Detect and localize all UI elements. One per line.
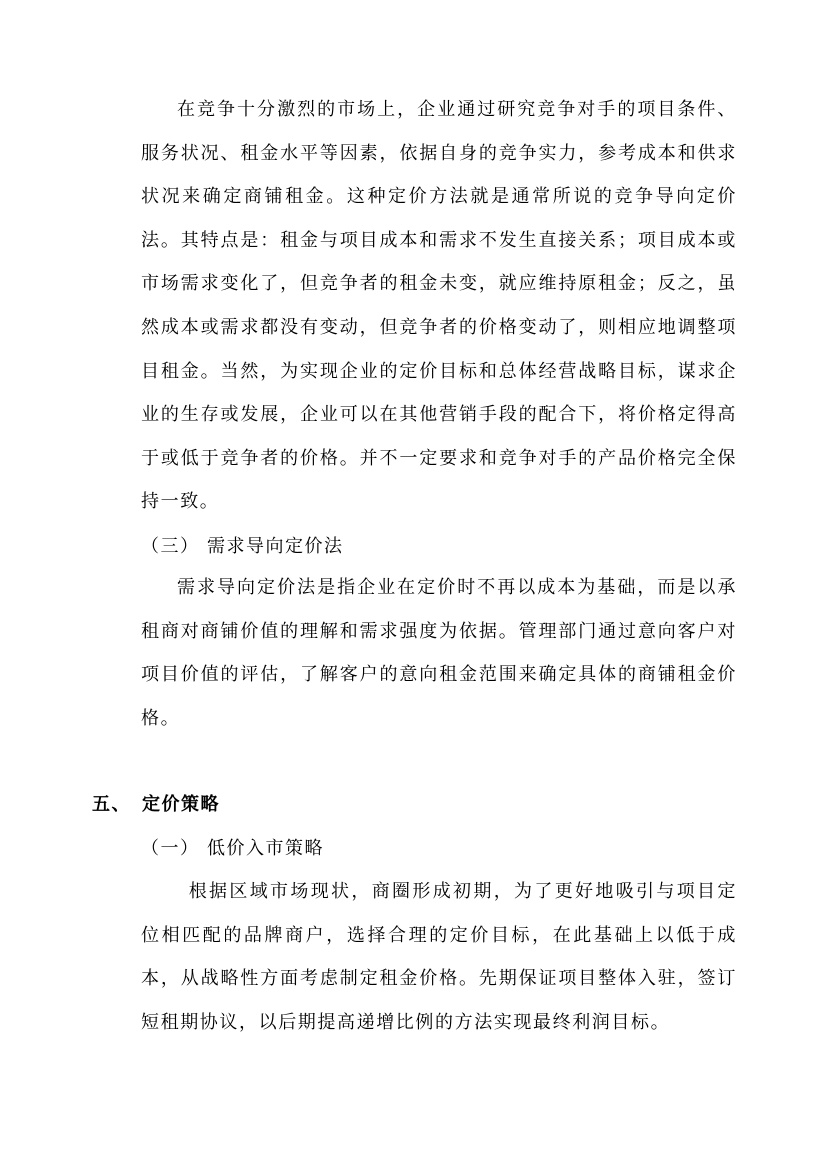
paragraph-demand-pricing: 需求导向定价法是指企业在定价时不再以成本为基础，而是以承租商对商铺价值的理解和需求强度为依据。管理部门通过意向客户对项目价值的评估，了解客户的意向租金范围来确定具体的商铺租金价格。: [141, 577, 737, 729]
paragraph-low-price-strategy: 根据区域市场现状，商圈形成初期，为了更好地吸引与项目定位相匹配的品牌商户，选择合理的定价目标，在此基础上以低于成本，从战略性方面考虑制定租金价格。先期保证项目整体入驻，签订短租期协议，以后期提高递增比例的方法实现最终利润目标。: [141, 881, 737, 1033]
subheading-number: （一）: [141, 838, 200, 859]
paragraph-competition-pricing: 在竞争十分激烈的市场上，企业通过研究竞争对手的项目条件、服务状况、租金水平等因素，依据自身的竞争实力，参考成本和供求状况来确定商铺租金。这种定价方法就是通常所说的竞争导向定价法。其特点是：租金与项目成本和需求不发生直接关系；项目成本或市场需求变化了，但竞争者的租金未变，就应维持原租金；反之，虽然成本或需求都没有变动，但竞争者的价格变动了，则相应地调整项目租金。当然，为实现企业的定价目标和总体经营战略目标，谋求企业的生存或发展，企业可以在其他营销手段的配合下，将价格定得高于或低于竞争者的价格。并不一定要求和竞争对手的产品价格完全保持一致。: [141, 99, 737, 513]
subheading-title: 需求导向定价法: [207, 536, 344, 557]
section-title: 定价策略: [142, 794, 220, 815]
subheading-low-price-entry: [141, 834, 324, 864]
subheading-demand-pricing: [141, 532, 344, 562]
section-number: 五、: [92, 794, 131, 815]
section-heading-pricing-strategy: [92, 790, 220, 820]
subheading-title: 低价入市策略: [207, 838, 324, 859]
subheading-number: （三）: [141, 536, 200, 557]
